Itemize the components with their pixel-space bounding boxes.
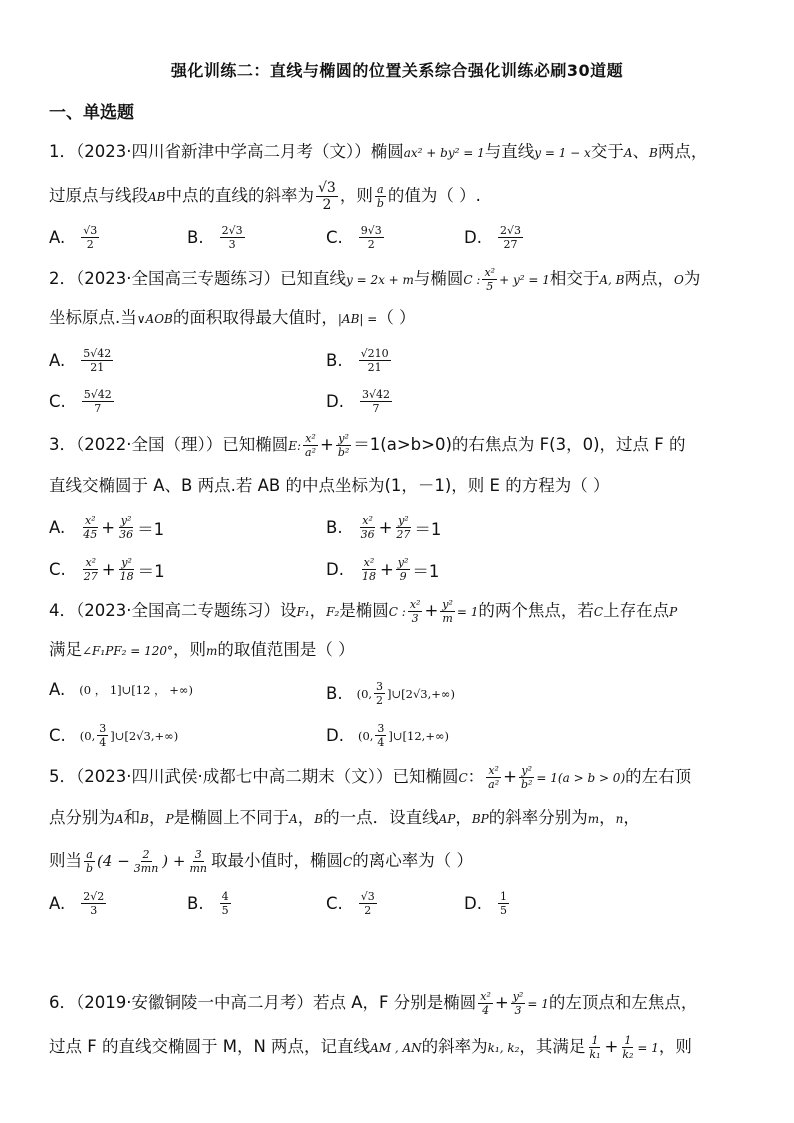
math: A (115, 812, 124, 826)
q1-option-b[interactable]: B. $\frac{2√3}{3}$ (187, 224, 243, 251)
q6-text: 6．（2019·安徽铜陵一中高二月考）若点 A，F 分别是椭圆 (49, 993, 477, 1012)
q5-text: 取最小值时，椭圆 (211, 851, 344, 870)
fraction: $\frac{5√42}{7}$ (83, 388, 112, 415)
fraction: $\frac{1}{5}$ (499, 890, 507, 917)
q4-line-2 (49, 638, 754, 663)
q4-text: 4．（2023·全国高二专题练习）设 (49, 601, 297, 620)
q5-text: ， (599, 808, 616, 827)
q4-option-c[interactable]: C. (0, $\frac{3}{4}$ ]∪[2√3,+∞) (49, 722, 179, 749)
math: C : (388, 605, 406, 619)
fraction: $\frac{3}{2}$ (376, 680, 384, 707)
q5-text: 的离心率为（ ） (352, 851, 473, 870)
math: m (587, 812, 600, 826)
q4-text: ， (309, 601, 327, 620)
q5-text: ， (455, 808, 472, 827)
fraction: $\frac{\text{x²}}{18}$ (361, 556, 376, 583)
q2-text: 为 (683, 269, 701, 288)
fraction: $\frac{2√2}{3}$ (83, 890, 105, 917)
q5-text: 的左右顶 (625, 767, 692, 786)
math: BP (471, 812, 489, 826)
math: = 1 (527, 997, 549, 1011)
q2-text: （ ） (377, 308, 416, 327)
q1-text: 过原点与线段 (49, 186, 148, 205)
math: O (674, 273, 684, 287)
q6-text: ，则 (658, 1037, 692, 1056)
q5-line-2 (49, 806, 754, 831)
math: F₂ (326, 605, 340, 619)
fraction: $\frac{\text{x²}}{45}$ (83, 514, 98, 541)
fraction: $\frac{9√3}{2}$ (360, 224, 382, 251)
fraction: $\frac{1}{\text{k₂}}$ (622, 1034, 634, 1061)
fraction: $\frac{\text{y²}}{m}$ (442, 598, 453, 625)
q4-option-b[interactable]: B. (0, $\frac{3}{2}$ ]∪[2√3,+∞) (326, 680, 455, 707)
section-heading: 一、单选题 (49, 103, 134, 123)
fraction: $\frac{\text{x²}}{4}$ (480, 990, 491, 1017)
fraction: $\frac{2}{3mn}$ (133, 848, 159, 875)
fraction: $\frac{2√3}{27}$ (499, 224, 521, 251)
math: + y² = 1 (499, 273, 550, 287)
math: P (669, 605, 678, 619)
q4-text: 的两个焦点，若 (478, 601, 594, 620)
q6-line-1: 6．（2019·安徽铜陵一中高二月考）若点 A，F 分别是椭圆 $\frac{\text{x²}}{4}$ + $\frac{\text{y²}}{3}$ = 1的左顶点和左焦点， (49, 990, 698, 1017)
math: AP (438, 812, 456, 826)
q5-text: 点分别为 (49, 808, 115, 827)
q5-text: 和 (123, 808, 141, 827)
q5-option-c[interactable]: C. $\frac{√3}{2}$ (326, 890, 375, 917)
q1-option-c[interactable]: C. $\frac{9√3}{2}$ (326, 224, 382, 251)
fraction: $\frac{\text{x²}}{\text{a²}}$ (488, 764, 500, 791)
q4-text: ，则 (173, 640, 206, 659)
math: ax² + by² = 1 (403, 146, 485, 160)
math: B (648, 146, 658, 160)
q1-text: 中点的直线的斜率为 (165, 186, 314, 205)
math: C (343, 855, 353, 869)
fraction: $\frac{a}{b}$ (376, 183, 384, 210)
q3-text: + (320, 435, 334, 454)
q2-option-a[interactable]: A. $\frac{5√42}{21}$ (49, 347, 112, 374)
q4-text: 满足 (49, 640, 82, 659)
q1-option-d[interactable]: D. $\frac{2√3}{27}$ (464, 224, 521, 251)
q4-line-1: 4．（2023·全国高二专题练习）设F₁，F₂是椭圆C : $\frac{\text{x²}}{3}$ + $\frac{\text{y²}}{m}$ = 1的两个焦点，若C上存在点P (49, 598, 678, 625)
q1-line-1 (49, 140, 754, 165)
q5-text: 5．（2023·四川武侯·成都七中高二期末（文））已知椭圆 (49, 767, 459, 786)
q6-text: 过点 F 的直线交椭圆于 M，N 两点，记直线 (49, 1037, 371, 1056)
q1-text: 交于 (590, 142, 624, 161)
math: A, B (599, 273, 625, 287)
q5-text: ， (149, 808, 166, 827)
fraction: $\frac{2√3}{3}$ (221, 224, 243, 251)
q3-option-b[interactable]: B. $\frac{\text{x²}}{36}$ + $\frac{\text{y²}}{27}$ ＝1 (326, 514, 442, 541)
q2-text: 坐标原点.当 (49, 308, 137, 327)
q4-option-a[interactable]: A. (0 ， 1]∪[12 ， +∞) (49, 680, 193, 699)
math: A (623, 146, 633, 160)
q3-option-d[interactable]: D. $\frac{\text{x²}}{18}$ + $\frac{\text{y²}}{9}$ ＝1 (326, 556, 440, 583)
q5-line-3 (49, 848, 754, 875)
q1-text: 的值为（ ）. (387, 186, 481, 205)
q2-option-b[interactable]: B. $\frac{√210}{21}$ (326, 347, 389, 374)
fraction: $\frac{\text{x²}}{5}$ (484, 266, 496, 293)
math: = 1(a > b > 0) (536, 771, 626, 785)
fraction: $\frac{√3}{2}$ (360, 890, 375, 917)
q4-text: 上存在点 (603, 601, 670, 620)
math: |AB| = (337, 312, 378, 326)
math: C (458, 771, 468, 785)
fraction: $\frac{\text{y²}}{\text{b²}}$ (337, 432, 350, 459)
fraction: $\frac{√210}{21}$ (360, 347, 389, 374)
q1-text: ，则 (339, 186, 373, 205)
fraction: $\frac{√3}{2}$ (317, 180, 336, 213)
math: n (615, 812, 624, 826)
q5-option-d[interactable]: D. $\frac{1}{5}$ (464, 890, 507, 917)
q6-line-2: 过点 F 的直线交椭圆于 M，N 两点，记直线AM , AN的斜率为k₁, k₂，其满足 $\frac{1}{\text{k₁}}$ + $\frac{1}{\text{k₂}}$ = 1，则 (49, 1034, 692, 1061)
fraction: $\frac{\text{x²}}{3}$ (409, 598, 421, 625)
q1-text: 、 (632, 142, 649, 161)
q1-text: 两点， (657, 142, 708, 161)
q2-line-2 (49, 306, 754, 331)
q5-text: ， (297, 808, 315, 827)
fraction: $\frac{\text{x²}}{27}$ (83, 556, 98, 583)
q2-text: 2．（2023·全国高三专题练习）已知直线 (49, 269, 346, 288)
q2-option-d[interactable]: D. $\frac{3√42}{7}$ (326, 388, 390, 415)
q5-text: 的斜率分别为 (488, 808, 588, 827)
math: (4 − (97, 852, 130, 870)
math: P (165, 812, 174, 826)
math: ∠F₁PF₂ = 120° (82, 644, 173, 658)
fraction: $\frac{\text{y²}}{\text{b²}}$ (520, 764, 533, 791)
q2-text: 相交于 (549, 269, 600, 288)
q6-text: ，其满足 (519, 1037, 586, 1056)
fraction: $\frac{3}{4}$ (377, 722, 385, 749)
math: = 1 (456, 605, 479, 619)
fraction: $\frac{\text{y²}}{3}$ (512, 990, 524, 1017)
fraction: $\frac{3}{mn}$ (189, 848, 208, 875)
page-title: 强化训练二：直线与椭圆的位置关系综合强化训练必刷30道题 (170, 61, 624, 80)
q5-option-b[interactable]: B. $\frac{4}{5}$ (187, 890, 229, 917)
math: k₁, k₂ (487, 1041, 520, 1055)
q5-text: ， (623, 808, 640, 827)
fraction: $\frac{\text{y²}}{27}$ (396, 514, 411, 541)
fraction: $\frac{\text{x²}}{\text{a²}}$ (305, 432, 317, 459)
math: B (140, 812, 149, 826)
q5-text: 是椭圆上不同于 (173, 808, 290, 827)
math: AM , AN (370, 1041, 422, 1055)
q5-text: ： (467, 767, 485, 786)
q3-text: 3．（2022·全国（理））已知椭圆 (49, 435, 289, 454)
q6-text: 的斜率为 (421, 1037, 488, 1056)
math: C (593, 605, 604, 619)
q6-text: 的左顶点和左焦点， (548, 993, 698, 1012)
q2-text: 两点， (624, 269, 674, 288)
fraction: $\frac{1}{\text{k₁}}$ (589, 1034, 601, 1061)
fraction: $\frac{\text{y²}}{36}$ (119, 514, 134, 541)
math: C : (463, 273, 481, 287)
q3-line-1 (49, 432, 754, 459)
q3-text: ＝1(a>b>0)的右焦点为 F(3，0)，过点 F 的 (353, 435, 686, 454)
math: AB (148, 190, 166, 204)
q5-text: 则当 (49, 851, 82, 870)
q2-option-c[interactable]: C. $\frac{5√42}{7}$ (49, 388, 112, 415)
fraction: $\frac{3}{4}$ (99, 722, 107, 749)
q2-line-1 (49, 266, 754, 293)
q2-text: 的面积取得最大值时， (172, 308, 338, 327)
q2-text: 与椭圆 (413, 269, 464, 288)
q1-text: 1．（2023·四川省新津中学高二月考（文））椭圆 (49, 142, 404, 161)
math: F₁ (296, 605, 310, 619)
q4-option-d[interactable]: D. (0, $\frac{3}{4}$ ]∪[12,+∞) (326, 722, 450, 749)
fraction: $\frac{5√42}{21}$ (83, 347, 112, 374)
q1-option-a[interactable]: A. $\frac{√3}{2}$ (49, 224, 98, 251)
fraction: $\frac{\text{y²}}{9}$ (397, 556, 409, 583)
q3-line-2: 直线交椭圆于 A、B 两点.若 AB 的中点坐标为(1，－1)，则 E 的方程为（ ） (49, 476, 610, 495)
q5-option-a[interactable]: A. $\frac{2√2}{3}$ (49, 890, 105, 917)
q4-text: 的取值范围是（ ） (217, 640, 355, 659)
fraction: $\frac{\text{y²}}{18}$ (119, 556, 134, 583)
math: ) + (162, 852, 186, 870)
q3-option-a[interactable]: A. $\frac{\text{x²}}{45}$ + $\frac{\text{y²}}{36}$ ＝1 (49, 514, 165, 541)
math: = 1 (637, 1041, 659, 1055)
math: B (314, 812, 324, 826)
math: ∨AOB (136, 312, 173, 326)
fraction: $\frac{√3}{2}$ (83, 224, 98, 251)
fraction: $\frac{4}{5}$ (221, 890, 229, 917)
math: m (206, 644, 218, 658)
math: A (289, 812, 298, 826)
q1-line-2 (49, 180, 754, 213)
q4-text: 是椭圆 (339, 601, 389, 620)
q3-option-c[interactable]: C. $\frac{\text{x²}}{27}$ + $\frac{\text{y²}}{18}$ ＝1 (49, 556, 165, 583)
q5-text: 的一点．设直线 (323, 808, 439, 827)
q5-line-1: 5．（2023·四川武侯·成都七中高二期末（文））已知椭圆C： $\frac{\text{x²}}{\text{a²}}$ + $\frac{\text{y²}}{\text{b²}}$ = 1(a > b > 0)的左右顶 (49, 764, 692, 791)
fraction: $\frac{3√42}{7}$ (361, 388, 390, 415)
q1-text: 与直线 (484, 142, 535, 161)
math: y = 2x + m (345, 273, 414, 287)
math: y = 1 − x (534, 146, 591, 160)
fraction: $\frac{a}{b}$ (86, 848, 94, 875)
math: E: (288, 439, 302, 453)
fraction: $\frac{\text{x²}}{36}$ (360, 514, 375, 541)
